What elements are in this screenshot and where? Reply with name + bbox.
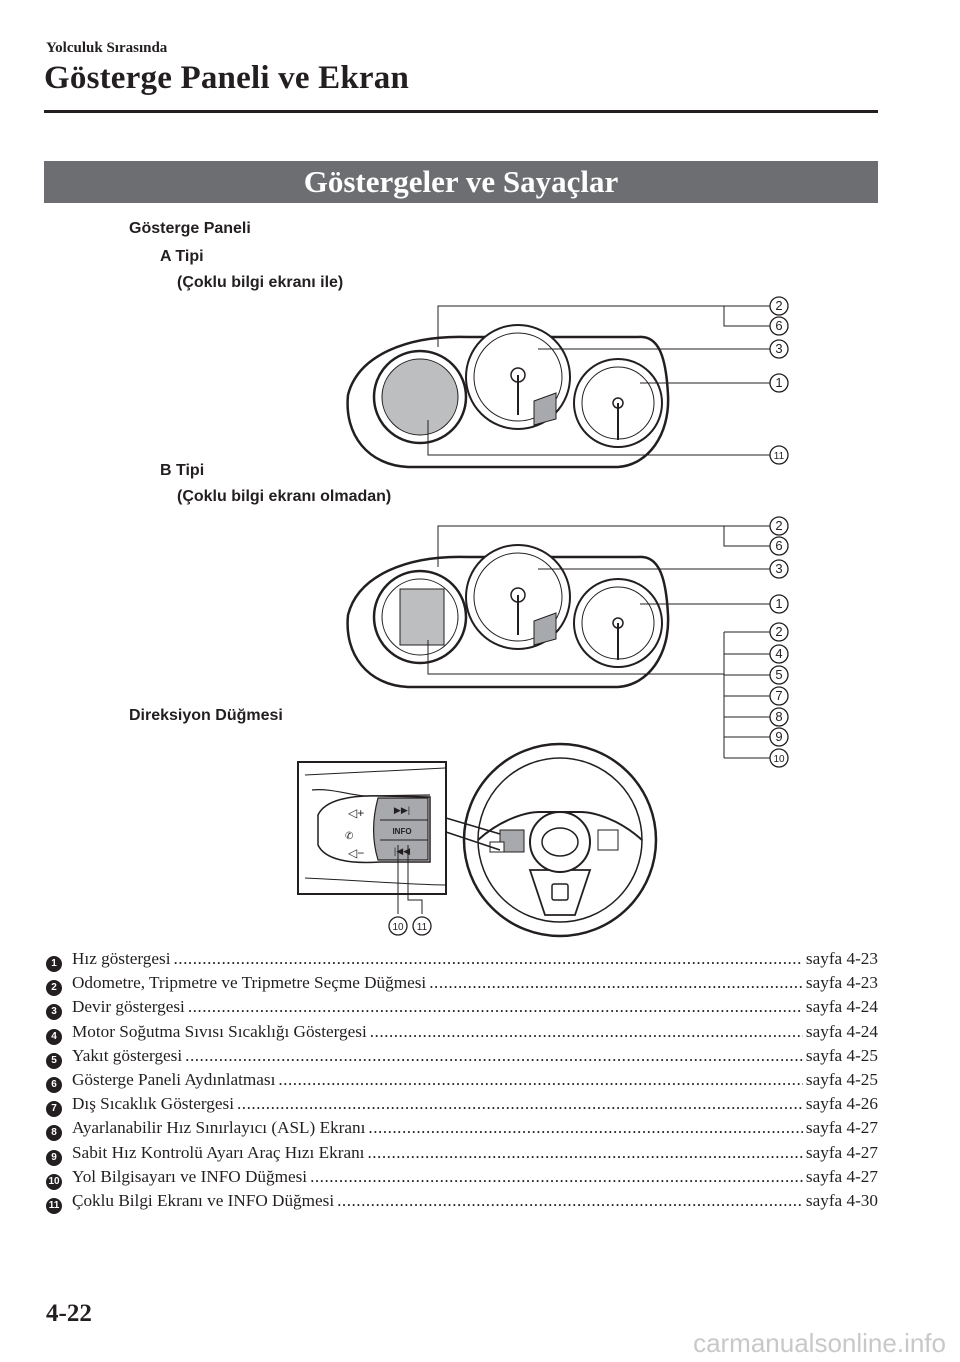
cluster-type-b xyxy=(348,545,669,687)
svg-text:|◀◀: |◀◀ xyxy=(393,846,411,856)
type-b-callout xyxy=(770,560,788,578)
reference-page-link[interactable]: sayfa 4-27 xyxy=(805,1166,878,1186)
chapter-kicker: Yolculuk Sırasında xyxy=(46,40,168,56)
svg-text:1: 1 xyxy=(775,596,783,611)
reference-number-badge: 3 xyxy=(46,1004,62,1020)
svg-text:1: 1 xyxy=(775,375,783,390)
reference-item xyxy=(46,1070,878,1094)
dot-leader xyxy=(174,949,803,969)
reference-item xyxy=(46,1191,878,1215)
svg-text:6: 6 xyxy=(775,318,783,333)
svg-text:3: 3 xyxy=(775,341,783,356)
type-a-callout xyxy=(770,297,788,315)
reference-page-link[interactable]: sayfa 4-24 xyxy=(805,1021,878,1041)
svg-text:2: 2 xyxy=(775,624,783,639)
section-banner: Göstergeler ve Sayaçlar xyxy=(44,161,878,203)
reference-text: Hız göstergesi xyxy=(72,949,171,968)
type-b-display-callout xyxy=(770,687,788,705)
reference-page-link[interactable]: sayfa 4-27 xyxy=(805,1142,878,1162)
svg-text:✆: ✆ xyxy=(345,831,354,842)
reference-number-badge: 7 xyxy=(46,1101,62,1117)
dot-leader xyxy=(429,973,803,993)
reference-item xyxy=(46,1167,878,1191)
reference-page-link[interactable]: sayfa 4-26 xyxy=(805,1094,878,1114)
svg-text:5: 5 xyxy=(775,667,783,682)
reference-text: Sabit Hız Kontrolü Ayarı Araç Hızı Ekranı xyxy=(72,1142,365,1162)
reference-item xyxy=(46,1022,878,1046)
type-b-display-callout xyxy=(770,708,788,726)
dot-leader xyxy=(278,1070,803,1090)
type-a-sub: (Çoklu bilgi ekranı ile) xyxy=(177,274,344,291)
reference-page-link[interactable]: sayfa 4-25 xyxy=(805,1045,878,1065)
type-b-callout xyxy=(770,595,788,613)
dot-leader xyxy=(310,1167,803,1187)
reference-item xyxy=(46,949,878,973)
panel-heading: Gösterge Paneli xyxy=(129,220,251,237)
reference-number-badge: 4 xyxy=(46,1029,62,1045)
type-b-display-callout xyxy=(770,666,788,684)
type-b-display-callout xyxy=(770,645,788,663)
type-b-label: B Tipi xyxy=(160,462,205,479)
type-a-callout xyxy=(770,446,788,464)
dot-leader xyxy=(188,997,803,1017)
reference-page-link[interactable]: sayfa 4-30 xyxy=(805,1190,878,1210)
type-a-callout xyxy=(770,374,788,392)
reference-text: Dış Sıcaklık Göstergesi xyxy=(72,1094,234,1114)
steering-heading: Direksiyon Düğmesi xyxy=(129,707,283,724)
reference-item xyxy=(46,973,878,997)
reference-number-badge: 1 xyxy=(46,956,62,972)
svg-text:4: 4 xyxy=(775,646,783,661)
reference-text: Yol Bilgisayarı ve INFO Düğmesi xyxy=(72,1166,308,1186)
info-button-label: INFO xyxy=(392,827,412,836)
reference-item xyxy=(46,1118,878,1142)
type-b-sub: (Çoklu bilgi ekranı olmadan) xyxy=(177,488,392,505)
type-b-display-callout xyxy=(770,728,788,746)
dot-leader xyxy=(337,1191,803,1211)
type-a-label: A Tipi xyxy=(160,248,204,265)
reference-number-badge: 8 xyxy=(46,1125,62,1141)
page-title: Gösterge Paneli ve Ekran xyxy=(44,60,409,96)
reference-text: Odometre, Tripmetre ve Tripmetre Seçme Düğmesi xyxy=(72,973,427,993)
reference-text: Gösterge Paneli Aydınlatması xyxy=(72,1069,276,1089)
svg-text:8: 8 xyxy=(775,709,783,724)
svg-text:◁+: ◁+ xyxy=(348,806,365,820)
reference-item xyxy=(46,1094,878,1118)
reference-text: Motor Soğutma Sıvısı Sıcaklığı Göstergesi xyxy=(72,1021,367,1041)
dot-leader xyxy=(367,1143,802,1163)
svg-text:11: 11 xyxy=(773,451,785,462)
reference-text: Devir göstergesi xyxy=(72,997,185,1017)
svg-text:2: 2 xyxy=(775,518,783,533)
reference-text: Yakıt göstergesi xyxy=(72,1045,183,1065)
type-b-display-callout xyxy=(770,623,788,641)
page-number: 4-22 xyxy=(46,1300,92,1327)
reference-item xyxy=(46,1046,878,1070)
reference-page-link[interactable]: sayfa 4-23 xyxy=(805,973,878,993)
cluster-type-a xyxy=(348,325,669,467)
svg-text:7: 7 xyxy=(775,688,783,703)
dot-leader xyxy=(185,1046,803,1066)
type-b-display-callout xyxy=(770,749,788,767)
dot-leader xyxy=(370,1022,803,1042)
type-b-callout xyxy=(770,537,788,555)
type-a-callout xyxy=(770,340,788,358)
reference-page-link[interactable]: sayfa 4-27 xyxy=(805,1118,878,1138)
reference-page-link[interactable]: sayfa 4-24 xyxy=(805,997,878,1017)
steering-wheel-illustration xyxy=(464,744,656,936)
reference-text: Ayarlanabilir Hız Sınırlayıcı (ASL) Ekranı xyxy=(72,1118,366,1138)
reference-number-badge: 2 xyxy=(46,980,62,996)
dot-leader xyxy=(237,1094,803,1114)
svg-text:3: 3 xyxy=(775,561,783,576)
svg-text:10: 10 xyxy=(773,754,785,765)
watermark: carmanualsonline.info xyxy=(693,1328,946,1358)
steering-callout xyxy=(413,917,431,935)
reference-list xyxy=(46,949,878,1215)
reference-number-badge: 5 xyxy=(46,1053,62,1069)
reference-number-badge: 10 xyxy=(46,1174,62,1190)
reference-number-badge: 11 xyxy=(46,1198,62,1214)
dot-leader xyxy=(368,1118,803,1138)
svg-text:▶▶|: ▶▶| xyxy=(393,805,411,815)
reference-text: Çoklu Bilgi Ekranı ve INFO Düğmesi xyxy=(72,1190,335,1210)
svg-text:2: 2 xyxy=(775,298,783,313)
reference-page-link[interactable]: sayfa 4-25 xyxy=(805,1069,878,1089)
type-b-callout xyxy=(770,517,788,535)
svg-text:9: 9 xyxy=(775,729,783,744)
reference-item xyxy=(46,997,878,1021)
svg-text:6: 6 xyxy=(775,538,783,553)
reference-item xyxy=(46,1143,878,1167)
steering-callout xyxy=(389,917,407,935)
svg-text:10: 10 xyxy=(392,922,404,933)
reference-number-badge: 6 xyxy=(46,1077,62,1093)
reference-page-link[interactable]: sayfa 4-23 xyxy=(805,949,878,968)
svg-text:11: 11 xyxy=(416,922,428,933)
type-a-callout xyxy=(770,317,788,335)
svg-text:◁−: ◁− xyxy=(348,846,365,860)
reference-number-badge: 9 xyxy=(46,1150,62,1166)
